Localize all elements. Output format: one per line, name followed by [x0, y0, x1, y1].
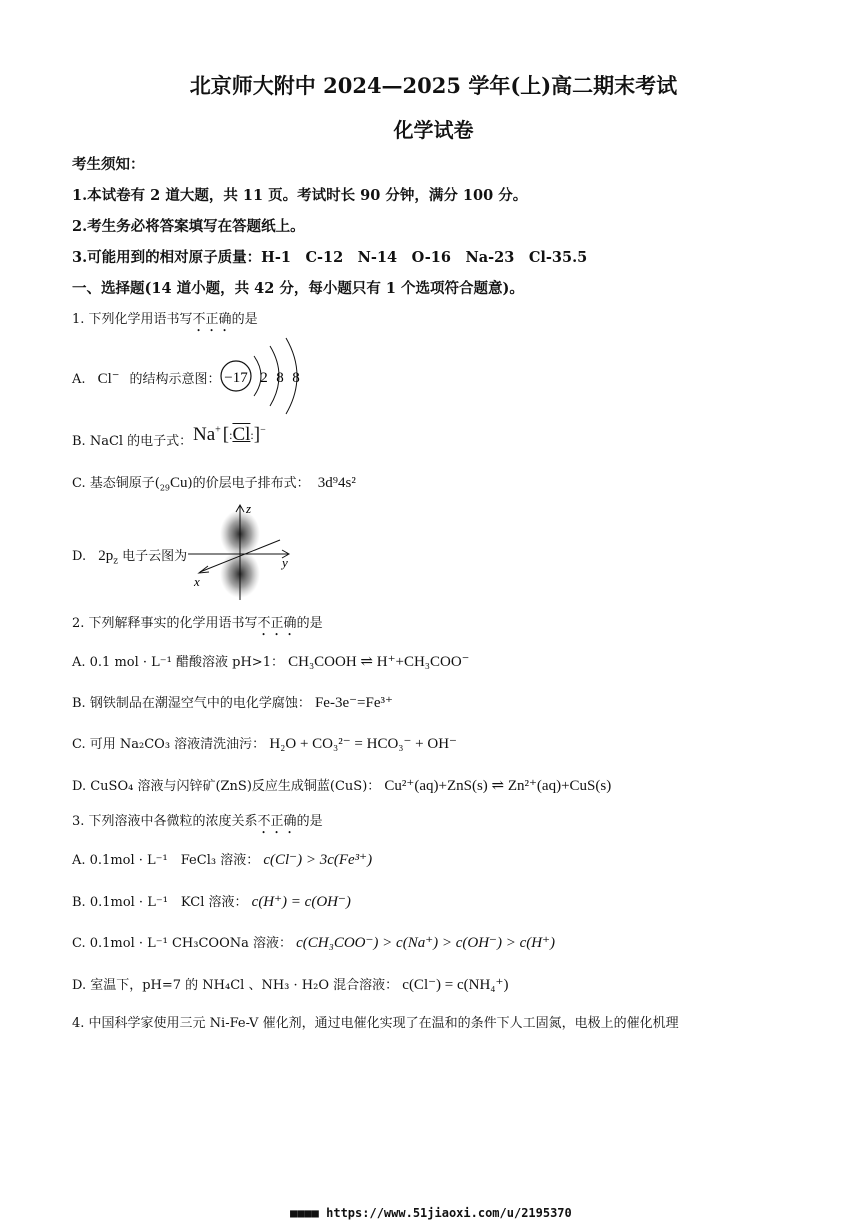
option-text: C. 基态铜原子(: [72, 476, 160, 491]
question-1-stem: [72, 308, 258, 335]
stem-text: 的是: [296, 616, 323, 631]
q2-option-d: [72, 775, 611, 795]
q3-option-c: [72, 932, 555, 952]
section-1-heading: 一、选择题(14 道小题，共 42 分，每小题只有 1 个选项符合题意)。: [72, 280, 524, 297]
option-text: 的结构示意图：: [129, 372, 221, 387]
option-formula: Fe-3e⁻=Fe³⁺: [314, 695, 393, 711]
stem-text: 3. 下列溶液中各微粒的浓度关系: [72, 814, 258, 829]
option-formula: CH₃COOH ⇌ H⁺+CH₃COO: [288, 654, 462, 670]
option-label: A.: [72, 372, 86, 387]
option-text: D. CuSO₄ 溶液与闪锌矿(ZnS)反应生成铜蓝(CuS)：: [72, 779, 381, 794]
q2-option-a: A. 0.1 mol · L⁻¹ 醋酸溶液 pH>1： CH₃COOH ⇌ H⁺+CH₃COO−: [72, 653, 470, 670]
q1-option-b: [72, 430, 192, 449]
stem-text: 2. 下列解释事实的化学用语书写: [72, 616, 258, 631]
option-text: C. 0.1mol · L⁻¹ CH₃COONa 溶液：: [72, 936, 292, 951]
axis-z-label: z: [246, 501, 252, 516]
shell-1-electrons: 2: [260, 370, 268, 386]
q2-option-b: [72, 692, 393, 712]
option-text: B. 0.1mol · L⁻¹ KCl 溶液：: [72, 895, 248, 910]
copper-symbol: Cu: [170, 475, 188, 491]
notice-heading: 考生须知：: [72, 156, 145, 173]
question-3-stem: [72, 810, 323, 837]
option-formula: c(Cl⁻) > 3c(Fe³⁺): [263, 852, 373, 868]
sodium-symbol: Na: [193, 424, 216, 445]
atomic-number: 29: [159, 483, 171, 493]
q1-option-a: A. Cl− 的结构示意图：: [72, 370, 221, 387]
option-text: A. 0.1mol · L⁻¹ FeCl₃ 溶液：: [72, 853, 260, 868]
notice-item-1: 1.本试卷有 2 道大题，共 11 页。考试时长 90 分钟，满分 100 分。: [72, 187, 528, 204]
orbital-label: 2p: [98, 548, 114, 564]
orbital-cloud-diagram: [188, 500, 298, 602]
question-2-stem: [72, 612, 323, 639]
option-formula: c(CH₃COO⁻) > c(Na⁺) > c(OH⁻) > c(H⁺): [296, 935, 555, 951]
q2-option-c: [72, 733, 457, 753]
nacl-electron-formula: Na+ [:Cl:]−: [193, 424, 266, 445]
option-formula: c(H⁺) = c(OH⁻): [251, 894, 351, 910]
option-text: C. 可用 Na₂CO₃ 溶液清洗油污：: [72, 737, 266, 752]
stem-text: 1. 下列化学用语书写: [72, 312, 193, 327]
option-text: 电子云图为: [122, 549, 188, 564]
orbital-subscript: z: [113, 556, 118, 567]
shell-3-electrons: 8: [292, 370, 300, 386]
q3-option-b: [72, 891, 351, 911]
species: Cl: [97, 371, 112, 387]
option-formula: H₂O + CO₃²⁻ = HCO₃⁻ + OH⁻: [269, 736, 457, 752]
exam-subtitle: 化学试卷: [393, 118, 474, 142]
q3-option-d: [72, 974, 508, 994]
exam-title: 北京师大附中 2024—2025 学年(上)高二期末考试: [189, 73, 678, 98]
nucleus-charge: −17: [224, 370, 248, 386]
option-formula: Cu²⁺(aq)+ZnS(s) ⇌ Zn²⁺(aq)+CuS(s): [384, 778, 612, 794]
notice-item-2: 2.考生务必将答案填写在答题纸上。: [72, 218, 305, 235]
question-4-stem: 4. 中国科学家使用三元 Ni-Fe-V 催化剂，通过电催化实现了在温和的条件下人工固氮，电极上的催化机理: [72, 1016, 679, 1031]
footer-url: ■■■■ https://www.51jiaoxi.com/u/2195370: [290, 1206, 572, 1220]
stem-text: 的是: [296, 814, 323, 829]
axis-y-label: y: [282, 555, 288, 570]
option-text: B. NaCl 的电子式：: [72, 434, 193, 449]
option-formula: c(Cl⁻) = c(NH₄⁺): [402, 977, 509, 993]
chlorine-symbol: Cl: [232, 424, 251, 445]
stem-emphasis: 不正确: [257, 616, 297, 631]
option-text: A. 0.1 mol · L⁻¹ 醋酸溶液 pH>1：: [72, 655, 284, 670]
option-text: B. 钢铁制品在潮湿空气中的电化学腐蚀：: [72, 696, 311, 711]
option-label: D.: [72, 549, 87, 564]
stem-emphasis: 不正确: [192, 312, 232, 327]
axis-x-label: x: [194, 574, 200, 589]
stem-emphasis: 不正确: [257, 814, 297, 829]
notice-item-3: 3.可能用到的相对原子质量：H-1 C-12 N-14 O-16 Na-23 Cl-35.5: [72, 249, 588, 266]
stem-text: 的是: [231, 312, 258, 327]
option-text: )的价层电子排布式：: [187, 476, 310, 491]
electron-config: 3d⁹4s²: [317, 475, 356, 491]
q3-option-a: [72, 849, 372, 869]
atomic-structure-diagram: [216, 334, 316, 416]
option-text: D. 室温下，pH=7 的 NH₄Cl 、NH₃ · H₂O 混合溶液：: [72, 978, 399, 993]
shell-2-electrons: 8: [276, 370, 284, 386]
q1-option-d: [72, 545, 187, 567]
q1-option-c: [72, 472, 356, 493]
